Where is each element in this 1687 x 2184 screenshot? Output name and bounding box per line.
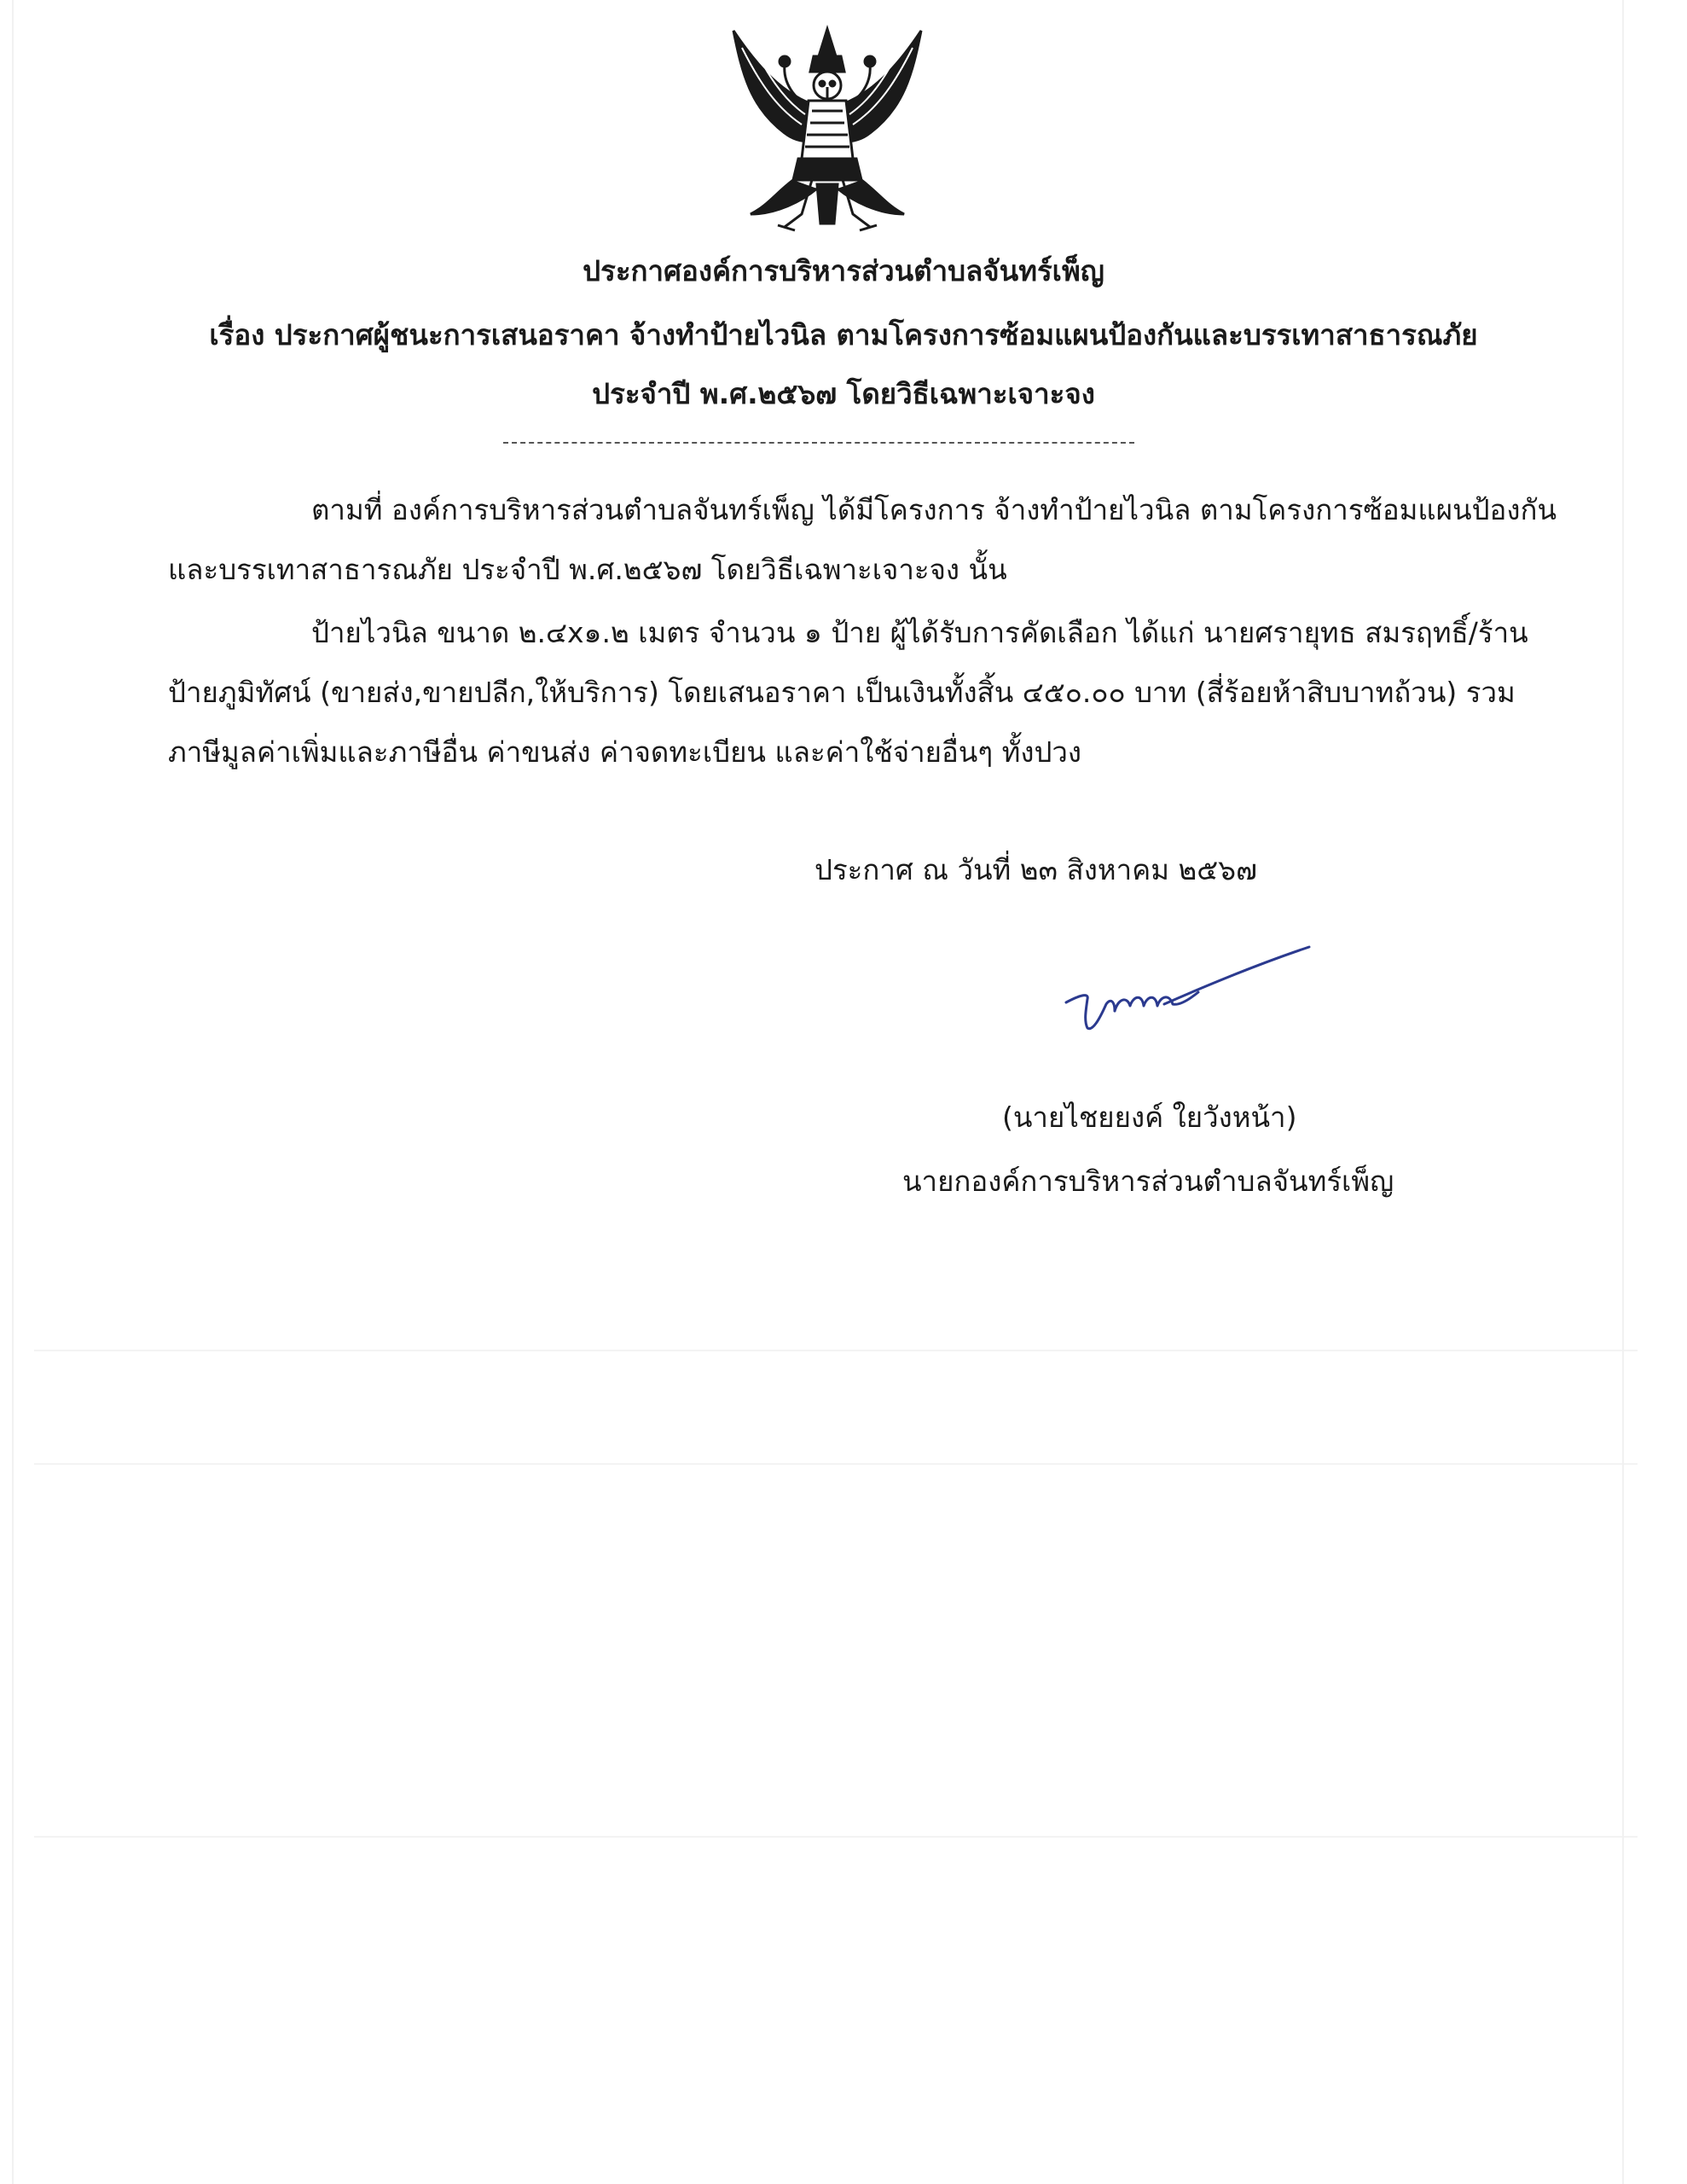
- body-paragraph-2-line-2: ป้ายภูมิทัศน์ (ขายส่ง,ขายปลีก,ให้บริการ) โดยเสนอราคา เป็นเงินทั้งสิ้น ๔๕๐.๐๐ บาท (สี่ร้อยห้าสิบบาทถ้วน) รวม: [168, 676, 1516, 709]
- scan-artifact: [34, 1463, 1638, 1465]
- scan-artifact: [34, 1350, 1638, 1351]
- garuda-emblem-icon: [716, 22, 938, 235]
- body-paragraph-2-line-1: ป้ายไวนิล ขนาด ๒.๔x๑.๒ เมตร จำนวน ๑ ป้าย ผู้ได้รับการคัดเลือก ได้แก่ นายศรายุทธ สมรฤทธิ์/ร้าน: [311, 616, 1528, 649]
- handwritten-signature-icon: [1062, 943, 1318, 1049]
- announcement-subject: เรื่อง ประกาศผู้ชนะการเสนอราคา จ้างทำป้ายไวนิล ตามโครงการซ้อมแผนป้องกันและบรรเทาสาธารณภัย: [209, 318, 1478, 351]
- body-paragraph-1-line-2: และบรรเทาสาธารณภัย ประจำปี พ.ศ.๒๕๖๗ โดยวิธีเฉพาะเจาะจง นั้น: [168, 553, 1007, 586]
- signer-name: (นายไชยยงค์ ใยวังหน้า): [1002, 1101, 1297, 1134]
- signer-position: นายกองค์การบริหารส่วนตำบลจันทร์เพ็ญ: [902, 1165, 1394, 1198]
- announcement-title: ประกาศองค์การบริหารส่วนตำบลจันทร์เพ็ญ: [583, 254, 1104, 288]
- body-paragraph-1-line-1: ตามที่ องค์การบริหารส่วนตำบลจันทร์เพ็ญ ได้มีโครงการ จ้างทำป้ายไวนิล ตามโครงการซ้อมแผนป้องกัน: [311, 493, 1557, 526]
- announcement-date: ประกาศ ณ วันที่ ๒๓ สิงหาคม ๒๕๖๗: [815, 853, 1257, 886]
- announcement-subject-continued: ประจำปี พ.ศ.๒๕๖๗ โดยวิธีเฉพาะเจาะจง: [592, 377, 1095, 410]
- scan-artifact: [34, 1836, 1638, 1838]
- title-divider: [503, 442, 1134, 444]
- body-paragraph-2-line-3: ภาษีมูลค่าเพิ่มและภาษีอื่น ค่าขนส่ง ค่าจดทะเบียน และค่าใช้จ่ายอื่นๆ ทั้งปวง: [168, 735, 1082, 769]
